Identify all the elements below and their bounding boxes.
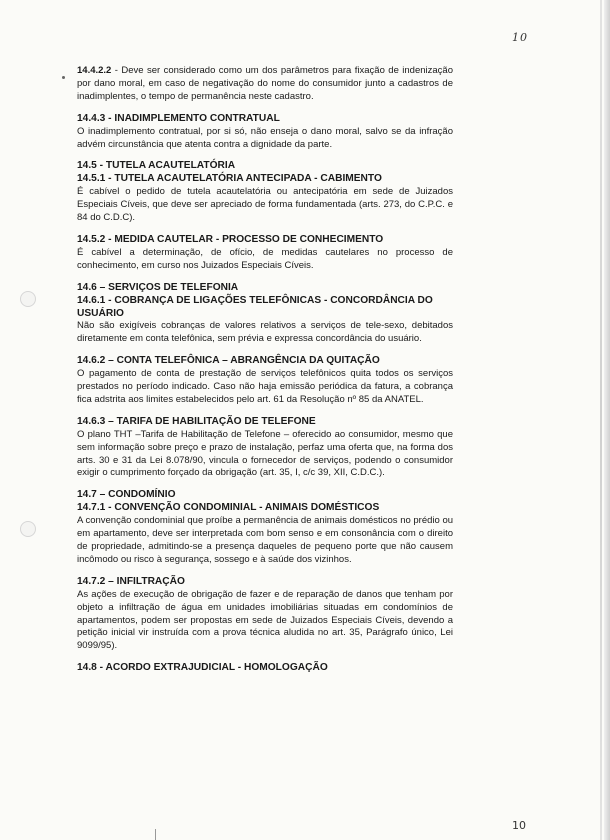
section-14-7 (77, 489, 453, 566)
section-14-6-3 (77, 416, 453, 481)
page-edge-shadow (600, 0, 602, 840)
paragraph-text: O plano THT –Tarifa de Habilitação de Telefone – oferecido ao consumidor, mesmo que sem informação sobre preço e prazo de instalação, perfaz uma oferta que, na forma dos arts. 30 e 31 da Lei 8.078/90, vincula o fornecedor de serviços, podendo o consumidor exigir o cumprimento forçado da obrigação (art. 35, I, c/c 39, XII, C.D.C.). (77, 428, 453, 479)
page-number-bottom: 10 (512, 819, 526, 832)
section-14-8 (77, 662, 453, 675)
section-14-4-2-2 (77, 65, 453, 104)
section-heading: 14.5.2 - MEDIDA CAUTELAR - PROCESSO DE CONHECIMENTO (77, 233, 384, 245)
section-heading: 14.7.2 – INFILTRAÇÃO (77, 575, 185, 587)
section-heading: 14.8 - ACORDO EXTRAJUDICIAL - HOMOLOGAÇÃO (77, 662, 328, 674)
paragraph-text: O pagamento de conta de prestação de serviços telefônicos quita todos os serviços prestados no período indicado. Caso não haja emissão periódica da fatura, a cobrança fica adstrita aos limites estabelecidos pelo art. 61 da Resolução nº 85 da ANATEL. (77, 368, 453, 405)
paragraph-text: Não são exigíveis cobranças de valores relativos a serviços de tele-sexo, debitados diretamente em conta telefônica, sem prévia e expressa concordância do usuário. (77, 320, 453, 345)
section-heading: 14.6.2 – CONTA TELEFÔNICA – ABRANGÊNCIA DA QUITAÇÃO (77, 355, 380, 367)
section-heading: 14.4.3 - INADIMPLEMENTO CONTRATUAL (77, 112, 280, 124)
paragraph-text: As ações de execução de obrigação de fazer e de reparação de danos que tenham por objeto a infiltração de água em unidades imobiliárias situadas em condomínios de apartamentos, podem ser propostas em sede de Juizados Especiais Cíveis, devendo a petição inicial vir instruída com a prova técnica aludida no art. 35, Parágrafo único, Lei 9099/95). (77, 588, 453, 652)
section-number: 14.4.2.2 (77, 65, 112, 76)
subsection-heading: 14.7.1 - CONVENÇÃO CONDOMINIAL - ANIMAIS DOMÉSTICOS (77, 502, 380, 514)
paragraph-text: O inadimplemento contratual, por si só, não enseja o dano moral, salvo se da infração advém circunstância que atenta contra a dignidade da parte. (77, 125, 453, 150)
scan-speck (62, 76, 65, 79)
scan-border (604, 0, 610, 840)
paragraph-text: A convenção condominial que proíbe a permanência de animais domésticos no prédio ou em apartamento, deve ser interpretada com bom senso e em consonância com o direito de propriedade, admitindo-se a presença daqueles de pequeno porte que não causem incômodo ou risco à segurança, sossego e à saúde dos vizinhos. (77, 515, 454, 565)
subsection-heading: 14.5.1 - TUTELA ACAUTELATÓRIA ANTECIPADA - CABIMENTO (77, 173, 382, 185)
section-14-6 (77, 282, 453, 347)
section-heading: 14.6 – SERVIÇOS DE TELEFONIA (77, 281, 239, 293)
subsection-heading: 14.6.1 - COBRANÇA DE LIGAÇÕES TELEFÔNICAS - CONCORDÂNCIA DO USUÁRIO (77, 294, 433, 319)
paragraph-text: É cabível o pedido de tutela acautelatória ou antecipatória em sede de Juizados Especiais Cíveis, que deve ser apreciado de forma fundamentada (arts. 273, do C.P.C. e 84 do C.D.C). (77, 186, 453, 224)
section-14-5 (77, 160, 453, 225)
punch-hole (20, 291, 36, 307)
section-heading: 14.6.3 – TARIFA DE HABILITAÇÃO DE TELEFONE (77, 415, 316, 427)
section-heading: 14.7 – CONDOMÍNIO (77, 489, 176, 501)
paragraph (77, 65, 453, 104)
document-body (77, 65, 453, 684)
paragraph-text: - Deve ser considerado como um dos parâmetros para fixação de indenização por dano moral, em caso de negativação do nome do consumidor junto a cadastros de inadimplentes, o tempo de permanência neste cadastro. (77, 65, 453, 102)
punch-hole (20, 521, 36, 537)
scan-mark (155, 829, 156, 840)
paragraph-text: É cabível a determinação, de ofício, de medidas cautelares no processo de conhecimento, em curso nos Juizados Especiais Cíveis. (77, 246, 453, 271)
section-14-7-2 (77, 576, 453, 653)
page-number-top: 10 (512, 31, 528, 44)
section-14-4-3 (77, 113, 453, 152)
section-14-5-2 (77, 234, 453, 273)
section-14-6-2 (77, 355, 453, 407)
section-heading: 14.5 - TUTELA ACAUTELATÓRIA (77, 160, 236, 172)
